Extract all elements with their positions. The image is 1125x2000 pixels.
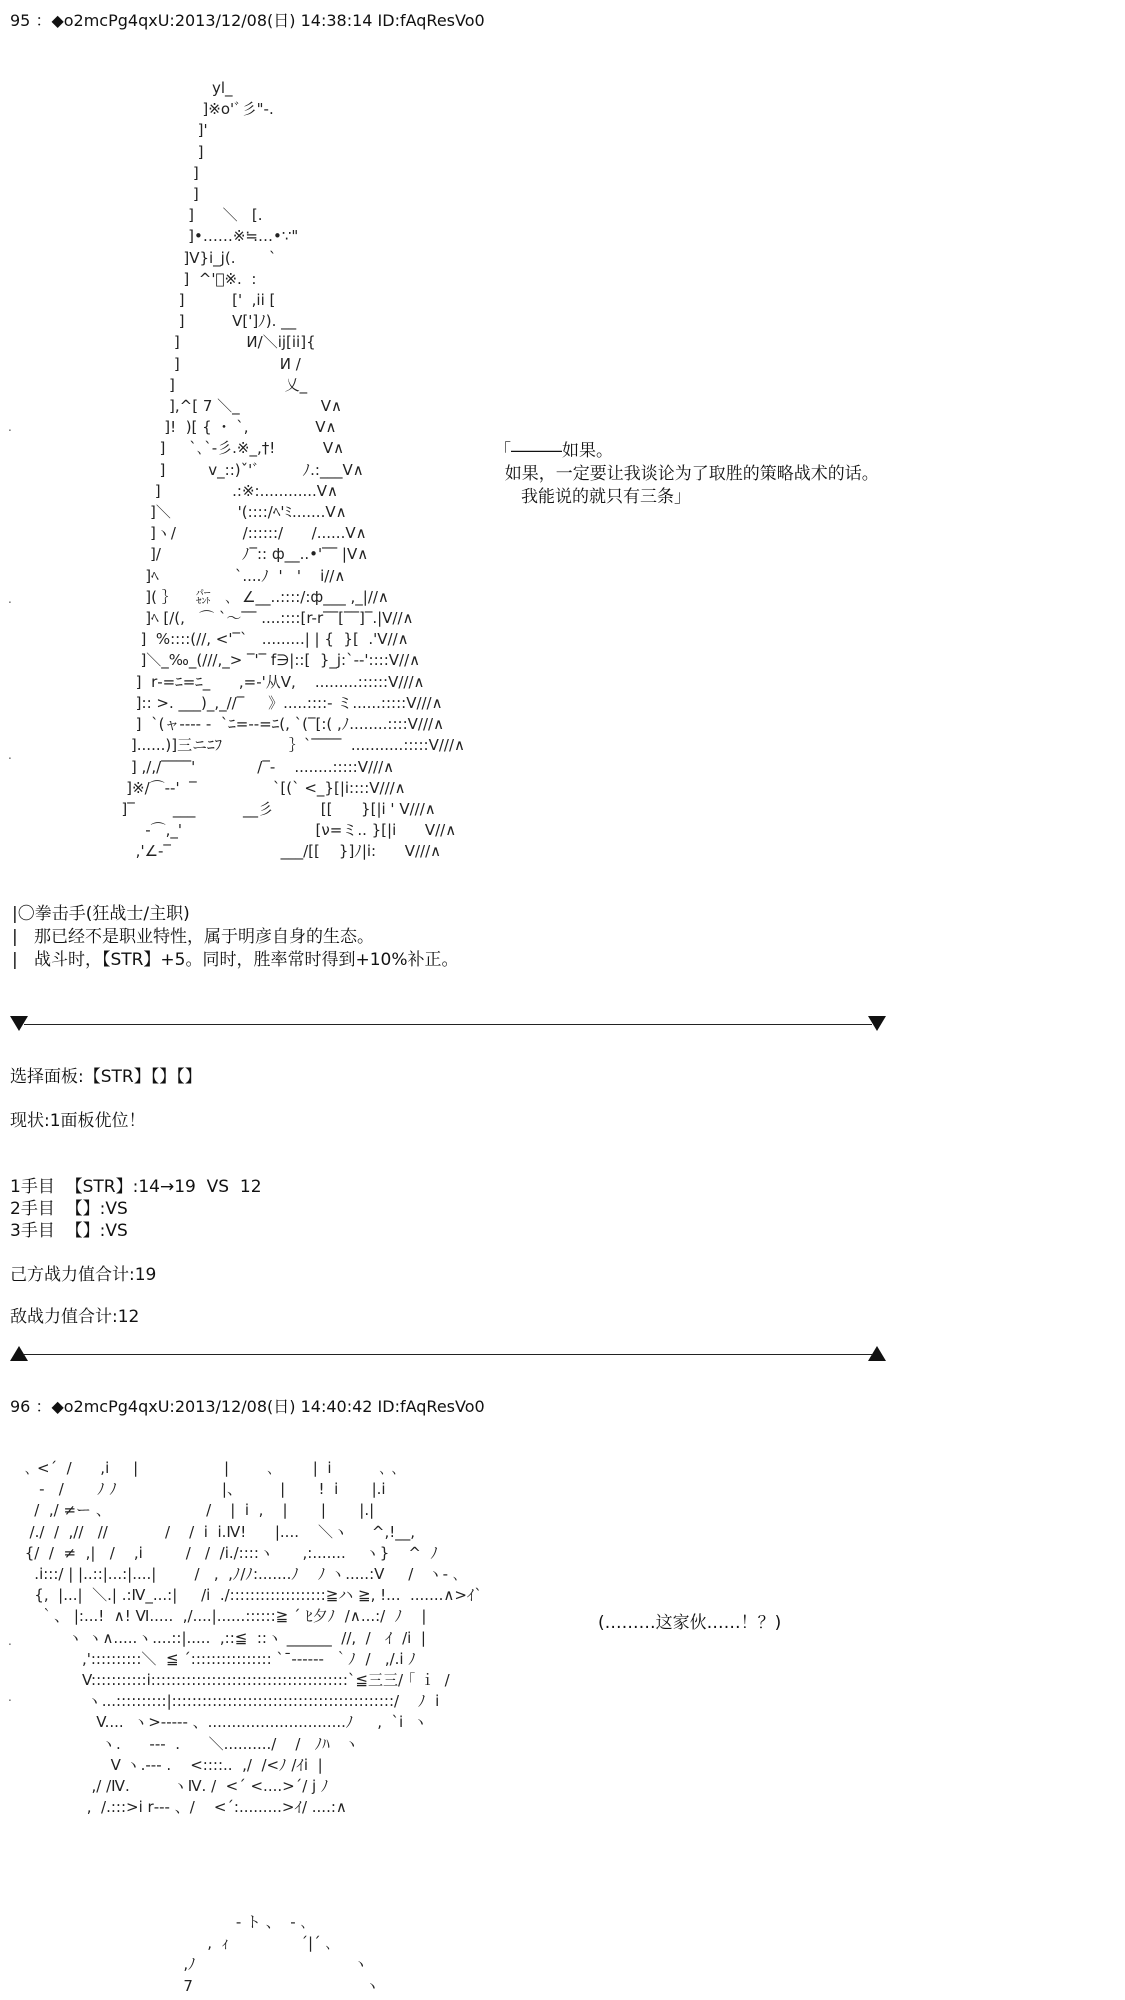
ascii-art-line: ]......)]三ニﾆﾌ ｝`‾‾‾‾ ...........:::::V///∧ — [88, 736, 465, 755]
ascii-art-line: ],^[ 7 ＼_ V∧ — [88, 397, 342, 416]
ascii-art-figure — [150, 1912, 380, 1997]
ascii-art-line: ヽ. ‐‐‐ . ＼........../ / ﾉﾊ ヽ — [20, 1734, 360, 1753]
ascii-art-line: ]' — [88, 121, 208, 140]
ascii-art-line: ] 乂_ — [88, 375, 308, 394]
ascii-art-line: ] — [88, 163, 199, 182]
ascii-art-line: ] `､`-彡.※_,†! V∧ — [88, 439, 345, 458]
ascii-art-line: 7 ヽ — [150, 1976, 380, 1995]
ascii-art-line: ｀、 |:...! ∧! Ⅵ..... ,/....|......::::::≧ ˊ ﾋ夕ﾉ /∧...:/ ﾉ | — [20, 1607, 427, 1626]
speech-bubble — [494, 440, 879, 509]
speech-line: 「―――如果。 — [494, 441, 613, 461]
speech-line: 如果，一定要让我谈论为了取胜的策略战术的话。 — [494, 464, 879, 484]
speech-bubble: (………这家伙……！？) — [598, 1613, 782, 1633]
ascii-art-line: ]•‥‥‥※≒…•∵" — [88, 227, 299, 246]
ascii-art-line: ‐ ト 、 ‐ ､ — [150, 1913, 308, 1931]
round-row: 2手目 【】:VS — [10, 1199, 128, 1219]
ascii-art-line: ] И / — [88, 354, 301, 373]
ascii-art-line: ]ﾍ [/(, ⌒ `～‾‾ ....::::[r-r‾‾[‾‾]‾.|V//∧ — [88, 609, 414, 628]
ascii-art-line: ] — [88, 185, 199, 204]
ascii-art-line: ] r‐=ﾆ=ﾆ_ ,=‐'从V, .........::::::V///∧ — [88, 672, 425, 691]
ascii-art-line: V:::::::::::i:::::::::::::::::::::::::::::::::::::::`≦三三/ ｢ ｉ / — [20, 1671, 450, 1690]
ascii-art-line: ‐⌒,_' [ν=ミ.. }[|i V//∧ — [88, 821, 457, 840]
ascii-art-line: ] И/＼ij[ii]{ — [88, 333, 316, 352]
triangle-up-icon — [868, 1346, 886, 1361]
ascii-art-line: ]ﾍ `....ﾉ ' ' i//∧ — [88, 566, 346, 585]
ascii-art-line: {/ / ≠ ,| / ,i / / /i./::::ヽ ,:....... ヽ} ^ ﾉ — [20, 1543, 439, 1562]
ascii-art-line: ] ＼ [. — [88, 206, 263, 225]
ascii-art-line: ]※/⌒-‐' ‾ `[(` <_}[|i::::V///∧ — [88, 778, 406, 797]
ascii-art-line: ヽ ヽ∧.....ヽ....::|..... ,::≦ ::ヽ ______ //, / ｲ /i | — [20, 1628, 426, 1647]
ascii-art-line: ]V}i_j(. ` — [88, 248, 277, 267]
ascii-art-line: ] `(ャ‐‐-- ‐ `ﾆ=--=ﾆ(, `(‾[:( ,ﾉ........::::V///∧ — [88, 715, 445, 734]
skill-line: |〇拳击手(狂战士/主职) — [12, 904, 190, 924]
ascii-art-line: , /.:::>i r‐‐‐ 、/ <ˊ:.........>ｲ/ ....:∧ — [20, 1798, 347, 1817]
ascii-art-line: V ヽ.‐‐‐ . <::::.. ,/ /<ﾉ /ｲi | — [20, 1755, 323, 1774]
ascii-art-line: yl_ — [88, 79, 233, 97]
skill-description — [12, 903, 459, 972]
ascii-art-line: ]‾ ___ __彡 [[ }[|i ' V///∧ — [88, 799, 436, 818]
ascii-art-figure — [20, 1458, 482, 1818]
ascii-art-line: ] V[']ﾉ). __ — [88, 312, 297, 331]
ascii-art-line: ] ,/,/‾‾‾‾' /‾- ........:::::V///∧ — [88, 757, 395, 776]
round-row: 3手目 【】:VS — [10, 1221, 128, 1241]
ascii-art-line: , ｨ ˊ|ˊ ､ — [150, 1934, 333, 1953]
ascii-art-line: ‐ / ﾉ ﾉ |、 | ! i |.i — [20, 1480, 386, 1499]
ascii-art-line: ]:: >. ___)_,_//‾ 》.....::::- ミ......:::::V///∧ — [88, 693, 443, 712]
ascii-art-line: .i:::/ | |..::|...:|....| / , ,ﾉ/ﾉ:.......ﾉ ﾉ ヽ.....:V / ヽ‐ ､ — [20, 1565, 461, 1584]
ascii-art-line: ､ <ˊ / ,i | | ､ | i ､ ､ — [20, 1459, 400, 1477]
speech-line: 我能说的就只有三条」 — [494, 487, 692, 507]
ascii-art-line: ]/ ﾉ‾:: ф__..•'‾‾ |V∧ — [88, 545, 369, 564]
ascii-art-line: ,'∠‐‾ ___/[[ }]ﾉ|i: V///∧ — [88, 842, 442, 861]
post-header: 95 ：◆o2mcPg4qxU:2013/12/08(日) 14:38:14 ID:fAqResVo0 — [10, 11, 485, 30]
ascii-art-line: ]※o'ﾞ彡"-. — [88, 100, 274, 119]
ascii-art-line: ,/ /Ⅳ. ヽⅣ. / <ˊ <....>ˊ/ j ﾉ — [20, 1777, 329, 1796]
ascii-art-line: / ,/ ≠ー 、 / | i , | | |.| — [20, 1501, 375, 1520]
ascii-art-line: ] [' ,ii [ — [88, 291, 276, 310]
skill-line: | 战斗时，【STR】+5。同时，胜率常时得到+10%补正。 — [12, 950, 459, 970]
ascii-art-figure — [88, 78, 465, 863]
ascii-art-line: ]＼_‰_(///,_> ‾'‾ f∋|::[ }_j:`‐‐'::::V//∧ — [88, 651, 421, 670]
ascii-art-line: V.... ヽ>‐‐‐‐‐ 、.............................ﾉ , `i ヽ — [20, 1713, 428, 1732]
ascii-art-line: {, |...| ＼.| .:Ⅳ_...:| /i ./:::::::::::::::::::≧ハ ≧, !... .......∧>ｲ` — [20, 1586, 482, 1605]
ascii-art-line: ヽ...::::::::::|::::::::::::::::::::::::::::::::::::::::::::/ ﾉ i — [20, 1692, 440, 1711]
ascii-art-line: ] %::::(//, <'‾` .........| | { }[ .'V//∧ — [88, 630, 409, 649]
ascii-art-line: ] — [88, 142, 204, 161]
ascii-art-line: ]( ｝ ㌫ ､ ∠__..::::/:ф___ ,_|//∧ — [88, 587, 389, 606]
section-divider-top — [10, 1014, 886, 1034]
select-panel-label: 选择面板:【STR】【】【】 — [10, 1067, 202, 1087]
triangle-down-icon — [868, 1016, 886, 1031]
ascii-art-line: ]ヽ/ /::::::/ /......V∧ — [88, 524, 367, 543]
enemy-total: 敌战力值合计:12 — [10, 1307, 140, 1327]
ascii-art-line: /./ / ,// // / / i i.Ⅳ! |.... ＼ヽ ^,!__, — [20, 1522, 416, 1541]
ascii-art-line: ]! )[ { ・ `, V∧ — [88, 418, 337, 437]
ascii-art-line: ] .:※:............V∧ — [88, 481, 339, 500]
ascii-art-line: ] ^'ﾟ※. : — [88, 269, 257, 288]
round-row: 1手目 【STR】:14→19 VS 12 — [10, 1177, 262, 1197]
skill-line: | 那已经不是职业特性，属于明彦自身的生态。 — [12, 927, 374, 947]
ascii-art-line: ] v_::)ˇ'ﾞ ﾉ.:___V∧ — [88, 460, 364, 479]
ascii-art-line: ]＼ '(::::/ﾍ'ﾐ.......V∧ — [88, 503, 347, 522]
ascii-art-line: ,ﾉ ヽ — [150, 1955, 368, 1974]
own-total: 己方战力值合计:19 — [10, 1265, 157, 1285]
ascii-art-line: ,'::::::::::＼ ≦ ˊ:::::::::::::::: `ˉ‐‐‐‐‐‐ ｀ﾉ / ,/.i ﾉ — [20, 1649, 416, 1668]
post-header: 96 ：◆o2mcPg4qxU:2013/12/08(日) 14:40:42 ID:fAqResVo0 — [10, 1397, 485, 1416]
section-divider-bottom — [10, 1344, 886, 1364]
status-label: 现状:1面板优位！ — [10, 1111, 146, 1131]
